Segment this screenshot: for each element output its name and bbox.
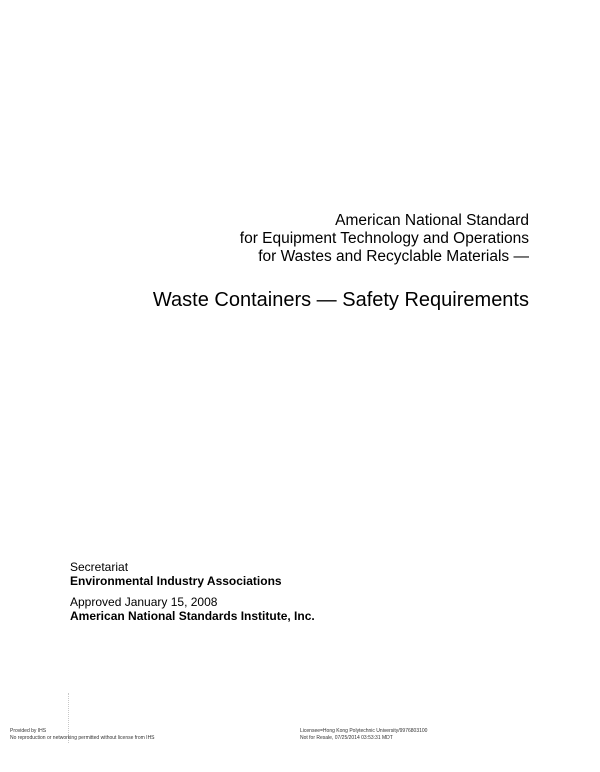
approval-date: Approved January 15, 2008 [70,595,218,609]
approval-block [70,595,315,623]
secretariat-label: Secretariat [70,560,129,574]
footer-license-line-2: Not for Resale, 07/25/2014 03:53:31 MDT [300,735,393,741]
document-title: Waste Containers — Safety Requirements [152,289,529,311]
secretariat-block [70,560,282,588]
approving-organization: American National Standards Institute, Inc. [70,609,315,623]
standard-designation [240,212,529,266]
footer-license [300,728,427,742]
footer-provider-line-2: No reproduction or networking permitted without license from IHS [10,735,155,741]
standard-designation-line-3: for Wastes and Recyclable Materials — [258,248,529,265]
footer-provider [10,728,155,742]
standard-designation-line-2: for Equipment Technology and Operations [239,230,529,247]
secretariat-name: Environmental Industry Associations [70,574,282,588]
footer-provider-line-1: Provided by IHS [10,728,47,734]
footer-license-line-1: Licensee=Hong Kong Polytechnic University/9976803100 [300,728,428,734]
standard-designation-line-1: American National Standard [335,212,529,229]
